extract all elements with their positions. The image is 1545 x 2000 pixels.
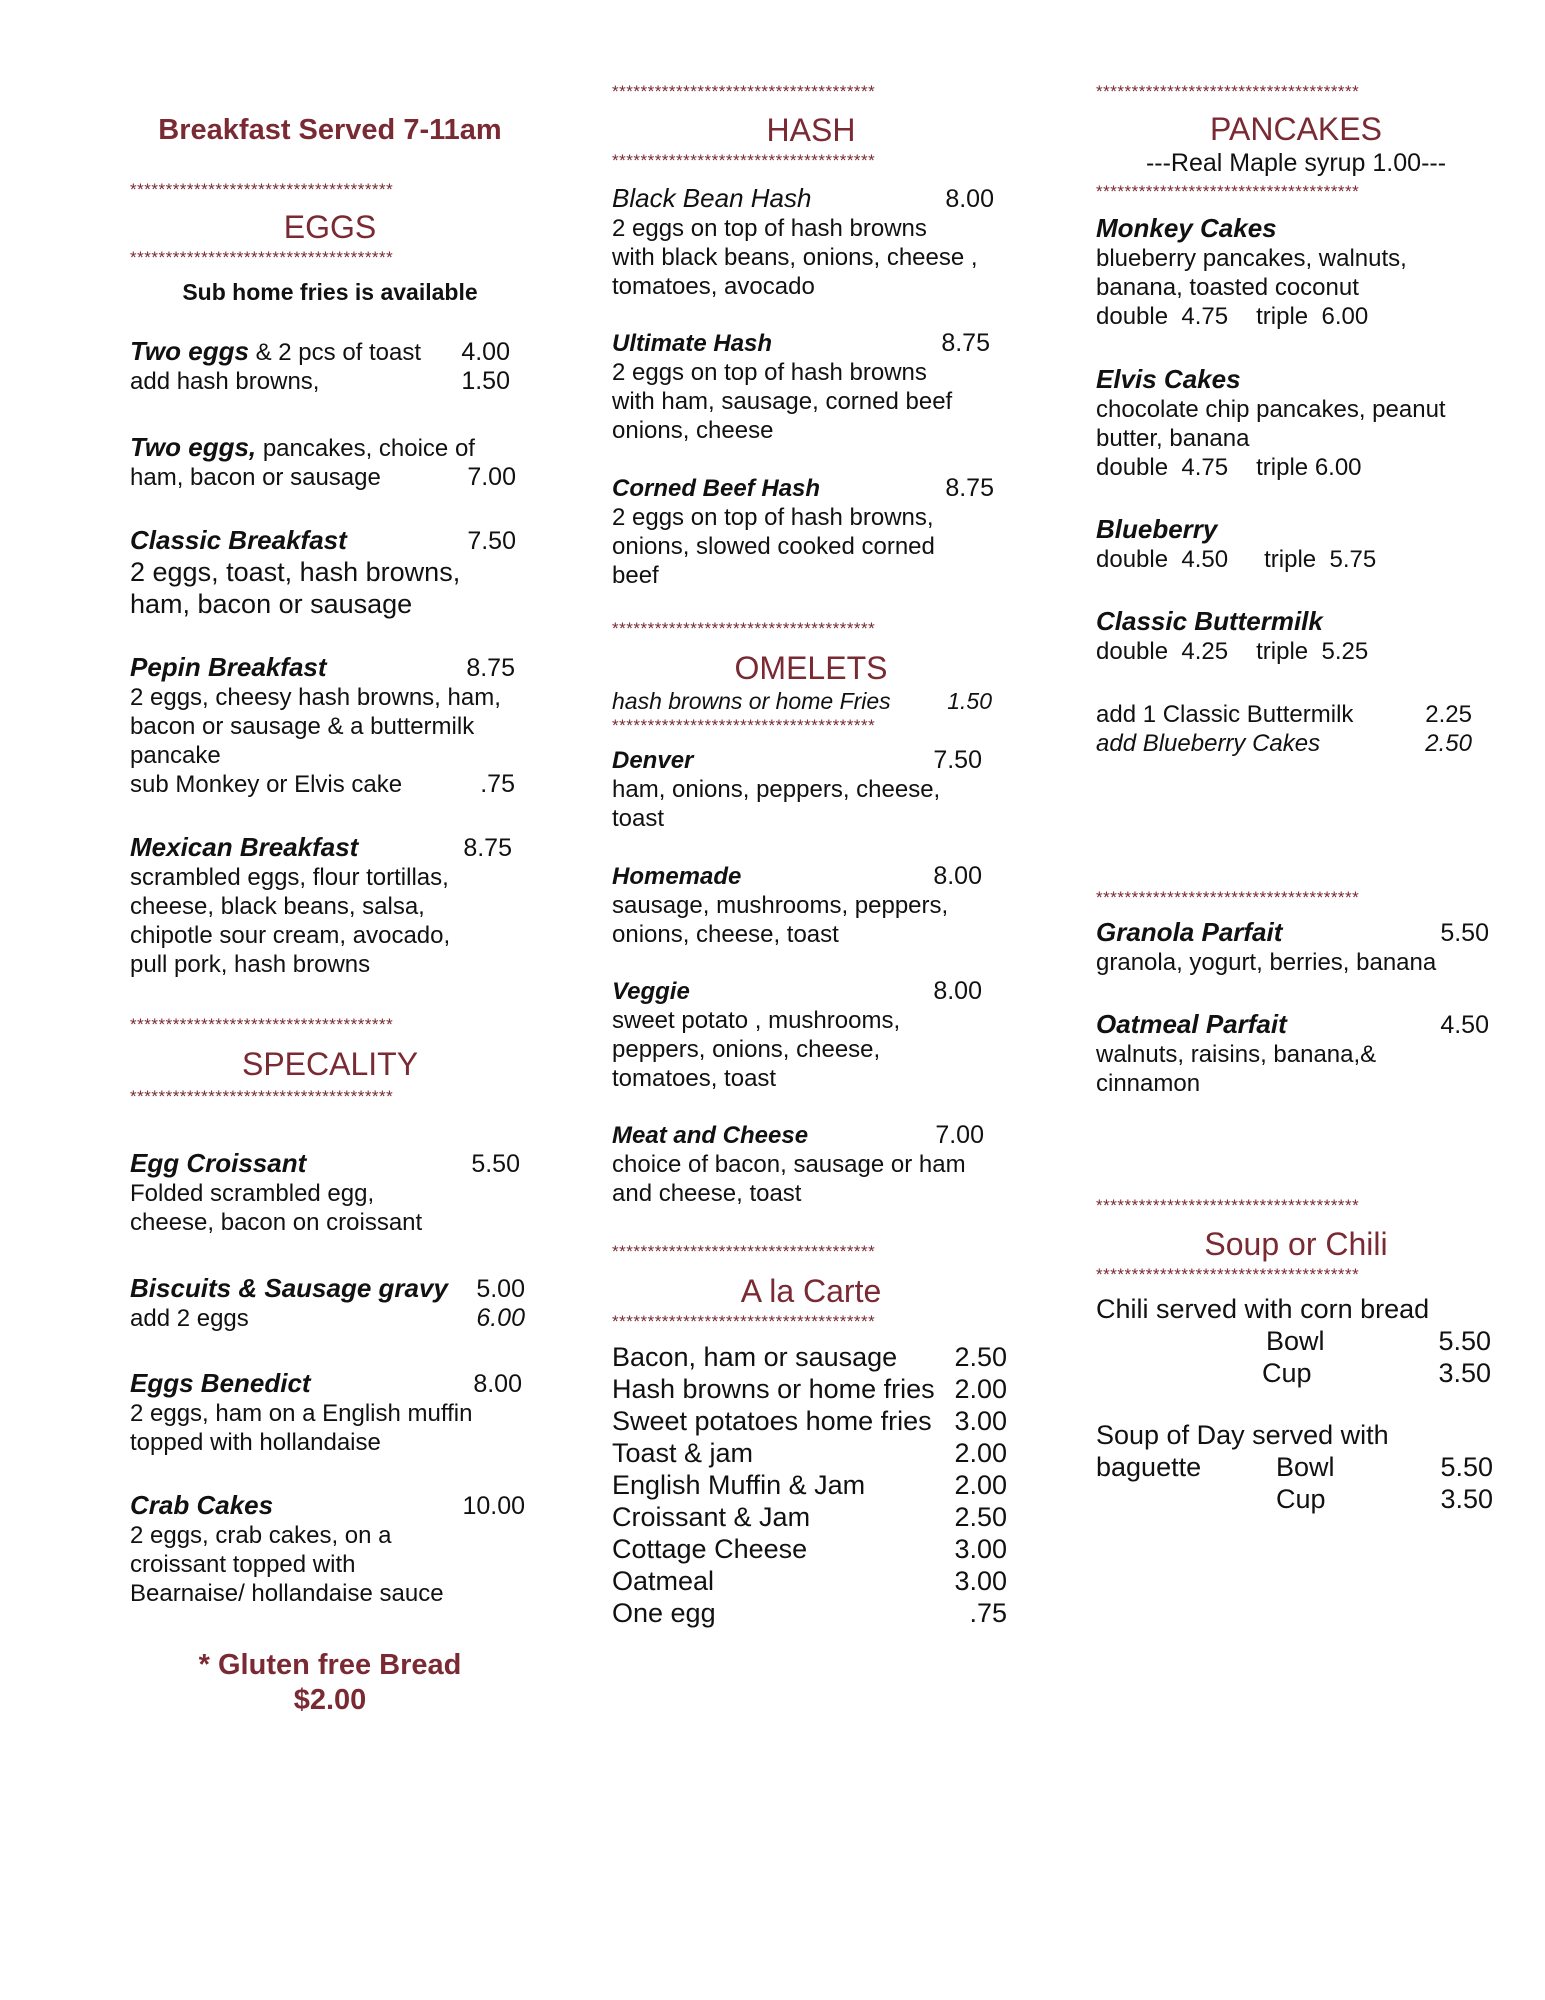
- menu-item: [1096, 514, 1496, 574]
- item-desc: choice of bacon, sausage or ham: [612, 1151, 966, 1178]
- menu-item: [130, 652, 520, 799]
- divider: *************************************: [130, 180, 394, 199]
- item-name: Classic Breakfast: [130, 525, 347, 555]
- item-price: 5.50: [471, 1150, 520, 1178]
- item-triple-price: triple 5.75: [1264, 546, 1377, 573]
- menu-item: [1096, 917, 1489, 977]
- list-item: [612, 1405, 1007, 1437]
- item-price: 7.00: [467, 463, 516, 491]
- menu-item: [130, 1273, 525, 1333]
- list-item-name: Hash browns or home fries: [612, 1374, 935, 1404]
- addon-price: 2.25: [1425, 701, 1472, 728]
- item-double-price: double 4.25: [1096, 638, 1229, 665]
- menu-item: [130, 525, 516, 620]
- item-price: 4.00: [461, 338, 510, 366]
- menu-item: [612, 1121, 984, 1208]
- item-extra-price: 6.00: [476, 1304, 525, 1332]
- item-desc: toast: [612, 805, 665, 832]
- soup-bowl-label: Bowl: [1276, 1452, 1335, 1482]
- divider: *************************************: [612, 82, 876, 101]
- list-item-name: One egg: [612, 1598, 716, 1628]
- menu-item: [1096, 1009, 1489, 1098]
- soup-label-2: baguette: [1096, 1452, 1202, 1482]
- menu-item: [130, 1368, 522, 1457]
- item-desc: granola, yogurt, berries, banana: [1096, 949, 1437, 976]
- item-desc: bacon or sausage & a buttermilk: [130, 713, 475, 740]
- item-desc: chocolate chip pancakes, peanut: [1096, 396, 1446, 423]
- list-item-name: English Muffin & Jam: [612, 1470, 866, 1500]
- item-price: 5.50: [1440, 919, 1489, 947]
- item-desc: walnuts, raisins, banana,&: [1096, 1041, 1377, 1068]
- omelets-section-title: OMELETS: [734, 650, 888, 686]
- alacarte-section-title: A la Carte: [740, 1273, 882, 1309]
- soup-chili-block: [1096, 1293, 1491, 1515]
- divider: *************************************: [1096, 888, 1360, 907]
- item-price: 7.50: [933, 746, 982, 774]
- list-item-name: Toast & jam: [612, 1438, 754, 1468]
- hash-section-title: HASH: [766, 112, 856, 148]
- menu-item: [1096, 213, 1496, 331]
- item-desc: ham, bacon or sausage: [130, 589, 413, 619]
- divider: *************************************: [612, 151, 876, 170]
- chili-label: Chili served with corn bread: [1096, 1294, 1430, 1324]
- item-desc: Folded scrambled egg,: [130, 1180, 375, 1207]
- item-desc: topped with hollandaise: [130, 1429, 381, 1456]
- item-price: 8.00: [933, 977, 982, 1005]
- eggs-note: Sub home fries is available: [182, 279, 478, 305]
- gluten-free-note: [130, 1648, 530, 1718]
- omelets-subtitle: [612, 688, 992, 715]
- item-price: 8.75: [945, 474, 994, 502]
- list-item-price: 2.00: [954, 1470, 1007, 1500]
- item-desc: blueberry pancakes, walnuts,: [1096, 245, 1407, 272]
- alacarte-list: [612, 1341, 1007, 1629]
- item-desc: 2 eggs, crab cakes, on a: [130, 1522, 392, 1549]
- item-desc: peppers, onions, cheese,: [612, 1036, 881, 1063]
- item-name-suffix: pancakes, choice of: [256, 435, 475, 462]
- item-name: Veggie: [612, 978, 690, 1005]
- list-item: [612, 1597, 1007, 1629]
- chili-cup-price: 3.50: [1438, 1358, 1491, 1388]
- item-extra: add 2 eggs: [130, 1305, 249, 1332]
- maple-syrup-note: ---Real Maple syrup 1.00---: [1145, 149, 1447, 177]
- omelets-side-label: hash browns or home Fries: [612, 688, 891, 714]
- item-triple-price: triple 6.00: [1256, 303, 1369, 330]
- list-item-name: Sweet potatoes home fries: [612, 1406, 932, 1436]
- speciality-section-title: SPECALITY: [241, 1046, 419, 1082]
- menu-item: [130, 336, 510, 396]
- item-desc: 2 eggs on top of hash browns,: [612, 504, 934, 531]
- item-desc: chipotle sour cream, avocado,: [130, 922, 451, 949]
- pancake-addons: [1096, 700, 1472, 758]
- menu-item: [612, 474, 994, 590]
- item-name: Mexican Breakfast: [130, 832, 359, 862]
- list-item-name: Bacon, ham or sausage: [612, 1342, 898, 1372]
- item-desc: pancake: [130, 742, 221, 769]
- item-desc: cheese, bacon on croissant: [130, 1209, 423, 1236]
- item-desc: cinnamon: [1096, 1070, 1201, 1097]
- item-desc: butter, banana: [1096, 425, 1250, 452]
- list-item-name: Croissant & Jam: [612, 1502, 811, 1532]
- item-price: 8.75: [941, 329, 990, 357]
- item-double-price: double 4.50: [1096, 546, 1229, 573]
- item-price: 5.00: [476, 1275, 525, 1303]
- list-item-price: .75: [969, 1598, 1007, 1628]
- item-name: Biscuits & Sausage gravy: [130, 1273, 448, 1303]
- item-desc: Bearnaise/ hollandaise sauce: [130, 1580, 444, 1607]
- divider: *************************************: [130, 1087, 394, 1106]
- item-desc: pull pork, hash browns: [130, 951, 371, 978]
- item-triple-price: triple 5.25: [1256, 638, 1369, 665]
- item-desc: 2 eggs on top of hash browns: [612, 359, 927, 386]
- item-desc: sausage, mushrooms, peppers,: [612, 892, 949, 919]
- breakfast-hours-title: Breakfast Served 7-11am: [158, 114, 502, 146]
- item-price: 8.75: [466, 654, 515, 682]
- menu-item: [612, 183, 994, 301]
- item-desc: onions, slowed cooked corned: [612, 533, 935, 560]
- chili-cup-label: Cup: [1262, 1358, 1312, 1388]
- item-name-suffix: & 2 pcs of toast: [248, 339, 422, 366]
- item-extra-price: 1.50: [461, 367, 510, 395]
- divider: *************************************: [612, 619, 876, 638]
- divider: *************************************: [1096, 1265, 1360, 1284]
- menu-item: [130, 432, 516, 492]
- list-item: [612, 1437, 1007, 1469]
- list-item-price: 3.00: [954, 1566, 1007, 1596]
- menu-item: [612, 329, 990, 445]
- divider: *************************************: [1096, 182, 1360, 201]
- item-name: Two eggs,: [130, 432, 257, 462]
- item-name: Denver: [612, 747, 694, 774]
- item-desc: cheese, black beans, salsa,: [130, 893, 425, 920]
- item-price: 8.00: [473, 1370, 522, 1398]
- item-price: 10.00: [462, 1492, 525, 1520]
- item-price: 7.00: [935, 1121, 984, 1149]
- item-name: Oatmeal Parfait: [1096, 1009, 1287, 1039]
- omelets-side-price: 1.50: [947, 688, 992, 714]
- item-name: Black Bean Hash: [612, 183, 812, 213]
- soup-section-title: Soup or Chili: [1204, 1226, 1388, 1262]
- item-triple-price: triple 6.00: [1256, 454, 1362, 481]
- eggs-section-title: EGGS: [283, 209, 377, 245]
- addon-label: add Blueberry Cakes: [1096, 730, 1321, 757]
- pancakes-section-title: PANCAKES: [1210, 111, 1382, 147]
- divider: *************************************: [612, 716, 876, 735]
- addon-label: add 1 Classic Buttermilk: [1096, 701, 1354, 728]
- chili-bowl-label: Bowl: [1266, 1326, 1325, 1356]
- item-desc: and cheese, toast: [612, 1180, 802, 1207]
- menu-item: [130, 832, 512, 979]
- list-item: [612, 1469, 1007, 1501]
- soup-bowl-price: 5.50: [1440, 1452, 1493, 1482]
- item-desc: with black beans, onions, cheese ,: [612, 244, 978, 271]
- item-extra: add hash browns,: [130, 368, 320, 395]
- item-name: Blueberry: [1096, 514, 1218, 544]
- list-item-name: Oatmeal: [612, 1566, 715, 1596]
- gluten-free-label: * Gluten free Bread: [198, 1649, 462, 1681]
- list-item: [612, 1565, 1007, 1597]
- gluten-free-price: $2.00: [293, 1684, 367, 1716]
- item-sub: sub Monkey or Elvis cake: [130, 771, 403, 798]
- menu-item: [130, 1490, 525, 1608]
- list-item-price: 2.50: [954, 1342, 1007, 1372]
- item-name: Egg Croissant: [130, 1148, 307, 1178]
- soup-label: Soup of Day served with: [1096, 1420, 1389, 1450]
- item-desc: ham, onions, peppers, cheese,: [612, 776, 941, 803]
- list-item-name: Cottage Cheese: [612, 1534, 808, 1564]
- item-price: 8.00: [945, 185, 994, 213]
- menu-item: [612, 746, 982, 833]
- list-item-price: 2.00: [954, 1438, 1007, 1468]
- item-desc: croissant topped with: [130, 1551, 356, 1578]
- item-desc: onions, cheese, toast: [612, 921, 839, 948]
- item-desc: tomatoes, avocado: [612, 273, 815, 300]
- item-desc: ham, bacon or sausage: [130, 464, 381, 491]
- item-desc: banana, toasted coconut: [1096, 274, 1359, 301]
- list-item: [612, 1341, 1007, 1373]
- item-name: Pepin Breakfast: [130, 652, 327, 682]
- item-name: Corned Beef Hash: [612, 475, 821, 502]
- item-sub-price: .75: [480, 770, 515, 798]
- item-price: 8.00: [933, 862, 982, 890]
- divider: *************************************: [612, 1312, 876, 1331]
- item-name: Classic Buttermilk: [1096, 606, 1323, 636]
- item-desc: sweet potato , mushrooms,: [612, 1007, 901, 1034]
- item-name: Ultimate Hash: [612, 330, 773, 357]
- divider: *************************************: [130, 1015, 394, 1034]
- menu-item: [612, 977, 982, 1093]
- list-item: [612, 1533, 1007, 1565]
- menu-item: [1096, 364, 1496, 482]
- item-price: 8.75: [463, 834, 512, 862]
- menu-item: [612, 862, 982, 949]
- soup-cup-label: Cup: [1276, 1484, 1326, 1514]
- soup-cup-price: 3.50: [1440, 1484, 1493, 1514]
- item-name: Homemade: [612, 863, 742, 890]
- item-desc: 2 eggs, cheesy hash browns, ham,: [130, 684, 501, 711]
- item-name: Eggs Benedict: [130, 1368, 311, 1398]
- divider: *************************************: [1096, 1196, 1360, 1215]
- menu-item: [1096, 606, 1496, 666]
- item-desc: 2 eggs, toast, hash browns,: [130, 557, 461, 587]
- item-name: Monkey Cakes: [1096, 213, 1277, 243]
- addon-price: 2.50: [1425, 730, 1472, 757]
- item-desc: tomatoes, toast: [612, 1065, 777, 1092]
- item-name: Granola Parfait: [1096, 917, 1283, 947]
- item-double-price: double 4.75: [1096, 454, 1229, 481]
- item-double-price: double 4.75: [1096, 303, 1229, 330]
- item-desc: 2 eggs, ham on a English muffin: [130, 1400, 473, 1427]
- divider: *************************************: [612, 1242, 876, 1261]
- item-desc: 2 eggs on top of hash browns: [612, 215, 927, 242]
- menu-item: [130, 1148, 520, 1237]
- list-item-price: 3.00: [954, 1406, 1007, 1436]
- list-item: [612, 1501, 1007, 1533]
- list-item: [612, 1373, 1007, 1405]
- divider: *************************************: [130, 248, 394, 267]
- list-item-price: 3.00: [954, 1534, 1007, 1564]
- item-price: 4.50: [1440, 1011, 1489, 1039]
- item-price: 7.50: [467, 527, 516, 555]
- item-desc: beef: [612, 562, 659, 589]
- list-item-price: 2.00: [954, 1374, 1007, 1404]
- item-name: Elvis Cakes: [1096, 364, 1241, 394]
- item-name: Two eggs: [130, 336, 249, 366]
- item-name: Meat and Cheese: [612, 1122, 809, 1149]
- item-desc: onions, cheese: [612, 417, 774, 444]
- item-desc: with ham, sausage, corned beef: [612, 388, 953, 415]
- item-name: Crab Cakes: [130, 1490, 274, 1520]
- list-item-price: 2.50: [954, 1502, 1007, 1532]
- item-desc: scrambled eggs, flour tortillas,: [130, 864, 449, 891]
- chili-bowl-price: 5.50: [1438, 1326, 1491, 1356]
- divider: *************************************: [1096, 82, 1360, 101]
